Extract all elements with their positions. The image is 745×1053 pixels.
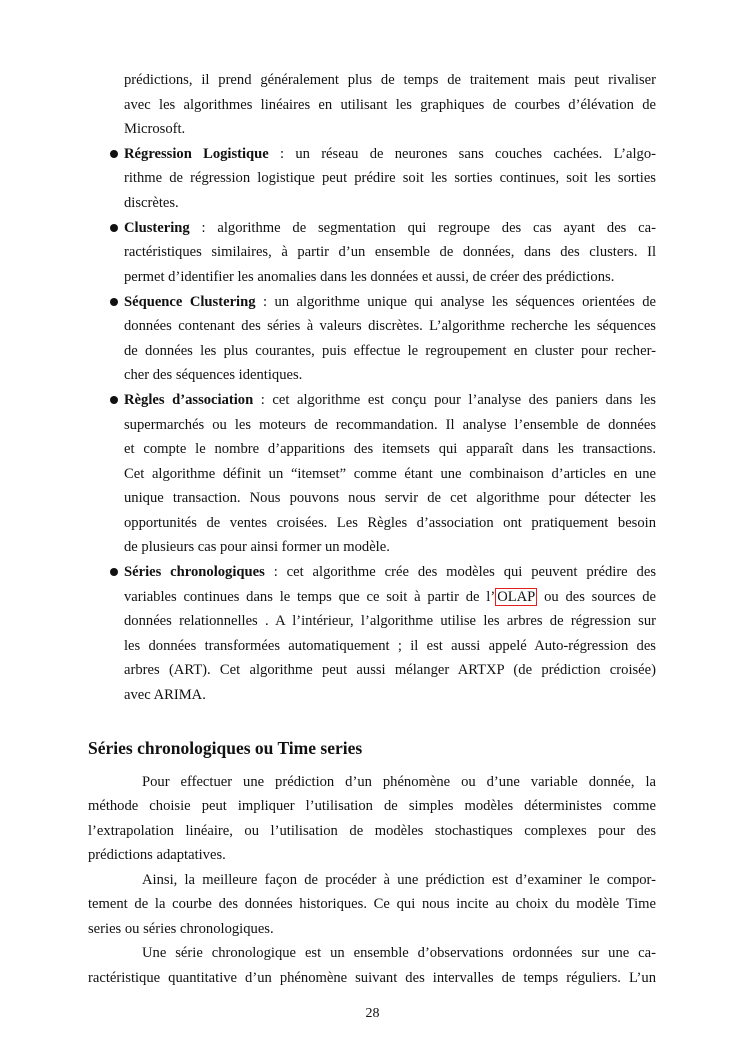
text-line: les données transformées automatiquement ; il est aussi appelé Auto-régression des: [124, 638, 656, 654]
bullet-point: [110, 150, 118, 158]
bullet-term: Séries chronologiques: [124, 564, 265, 580]
text-line: discrètes.: [124, 195, 179, 211]
paragraph-line: prédictions adaptatives.: [88, 847, 226, 863]
paragraph-line: Une série chronologique est un ensemble d’observations ordonnées sur une ca-: [142, 945, 656, 961]
bullet-point: [110, 298, 118, 306]
text-line: données contenant des séries à valeurs discrètes. L’algorithme recherche les séquences: [124, 318, 656, 334]
bullet-point: [110, 396, 118, 404]
page-number: 28: [365, 1006, 380, 1021]
paragraph-line: Ainsi, la meilleure façon de procéder à une prédiction est d’examiner le compor-: [142, 872, 656, 888]
paragraph-line: ractéristique quantitative d’un phénomène suivant des intervalles de temps réguliers. L’un: [88, 970, 656, 986]
bullet-line: Régression Logistique : un réseau de neurones sans couches cachées. L’algo-: [124, 146, 656, 162]
text-line: permet d’identifier les anomalies dans les données et aussi, de créer des prédictions.: [124, 269, 615, 285]
bullet-point: [110, 224, 118, 232]
text-line: prédictions, il prend généralement plus de temps de traitement mais peut rivaliser: [124, 72, 656, 88]
bullet-term: Règles d’association: [124, 392, 254, 408]
text-line: unique transaction. Nous pouvons nous servir de cet algorithme pour détecter les: [124, 490, 656, 506]
bullet-line: Règles d’association : cet algorithme est conçu pour l’analyse des paniers dans les: [124, 392, 656, 408]
section-heading: Séries chronologiques ou Time series: [88, 738, 363, 758]
olap-link[interactable]: OLAP: [497, 589, 536, 605]
text-line: ractéristiques similaires, à partir d’un ensemble de données, dans des clusters. Il: [124, 244, 656, 260]
text-line: données relationnelles . A l’intérieur, l’algorithme utilise les arbres de régression sur: [124, 613, 656, 629]
bullet-term: Clustering: [124, 220, 190, 236]
text-line: arbres (ART). Cet algorithme peut aussi mélanger ARTXP (de prédiction croisée): [124, 662, 656, 678]
bullet-term: Régression Logistique: [124, 146, 269, 162]
text-line: rithme de régression logistique peut prédire soit les sorties continues, soit les sorties: [124, 170, 656, 186]
text-line: et compte le nombre d’apparitions des itemsets qui apparaît dans les transactions.: [124, 441, 656, 457]
bullet-line: Clustering : algorithme de segmentation qui regroupe des cas ayant des ca-: [124, 220, 656, 236]
text-line: avec ARIMA.: [124, 687, 206, 703]
bullet-point: [110, 568, 118, 576]
text-line: de plusieurs cas pour ainsi former un modèle.: [124, 539, 390, 555]
text-line: variables continues dans le temps que ce soit à partir de l’ OLAP ou des sources de: [124, 589, 656, 605]
bullet-line: Séries chronologiques : cet algorithme crée des modèles qui peuvent prédire des: [124, 564, 656, 580]
paragraph-line: Pour effectuer une prédiction d’un phénomène ou d’une variable donnée, la: [142, 774, 656, 790]
text-line: opportunités de ventes croisées. Les Règles d’association ont pratiquement besoin: [124, 515, 656, 531]
paragraph-line: l’extrapolation linéaire, ou l’utilisation de modèles stochastiques complexes pour des: [88, 823, 656, 839]
text-line: Microsoft.: [124, 121, 186, 137]
text-line: cher des séquences identiques.: [124, 367, 303, 383]
bullet-line: Séquence Clustering : un algorithme unique qui analyse les séquences orientées de: [124, 294, 656, 310]
text-line: avec les algorithmes linéaires en utilisant les graphiques de courbes d’élévation de: [124, 97, 656, 113]
paragraph-line: series ou séries chronologiques.: [88, 921, 274, 937]
text-line: supermarchés ou les moteurs de recommandation. Il analyse l’ensemble de données: [124, 417, 656, 433]
text-line: Cet algorithme définit un “itemset” comme étant une combinaison d’articles en une: [124, 466, 656, 482]
text-line: de données les plus courantes, puis effectue le regroupement en cluster pour recher-: [124, 343, 656, 359]
paragraph-line: tement de la courbe des données historiques. Ce qui nous incite au choix du modèle Time: [88, 896, 656, 912]
paragraph-line: méthode choisie peut impliquer l’utilisation de simples modèles déterministes comme: [88, 798, 656, 814]
bullet-term: Séquence Clustering: [124, 294, 256, 310]
